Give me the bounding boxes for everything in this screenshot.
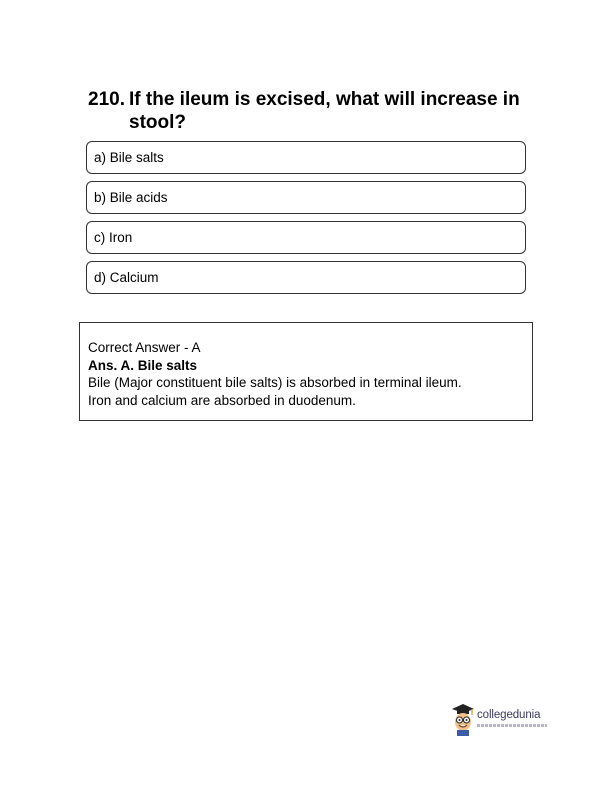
explanation-line-1: Bile (Major constituent bile salts) is absorbed in terminal ileum. — [88, 375, 462, 390]
question-number: 210. — [88, 89, 125, 110]
explanation-line-2: Iron and calcium are absorbed in duodenum. — [88, 392, 356, 408]
mascot-graduate-icon — [450, 702, 476, 736]
option-d[interactable] — [86, 261, 526, 294]
option-b-label: b) Bile acids — [94, 190, 168, 205]
option-c-label: c) Iron — [94, 230, 133, 245]
option-a[interactable] — [86, 141, 526, 174]
question-text: If the ileum is excised, what will increase in stool? — [129, 89, 520, 133]
answer-box — [79, 322, 533, 421]
option-c[interactable] — [86, 221, 526, 254]
option-a-label: a) Bile salts — [94, 150, 164, 165]
option-b[interactable] — [86, 181, 526, 214]
logo-wordmark: collegedunia — [477, 709, 541, 721]
answer-heading: Ans. A. Bile salts — [88, 357, 198, 373]
question-heading — [88, 88, 538, 134]
collegedunia-logo — [450, 702, 550, 736]
correct-answer-text: Correct Answer - A — [88, 340, 201, 355]
logo-tagline-mark — [477, 724, 547, 727]
options-list — [86, 141, 526, 301]
option-d-label: d) Calcium — [94, 270, 159, 285]
